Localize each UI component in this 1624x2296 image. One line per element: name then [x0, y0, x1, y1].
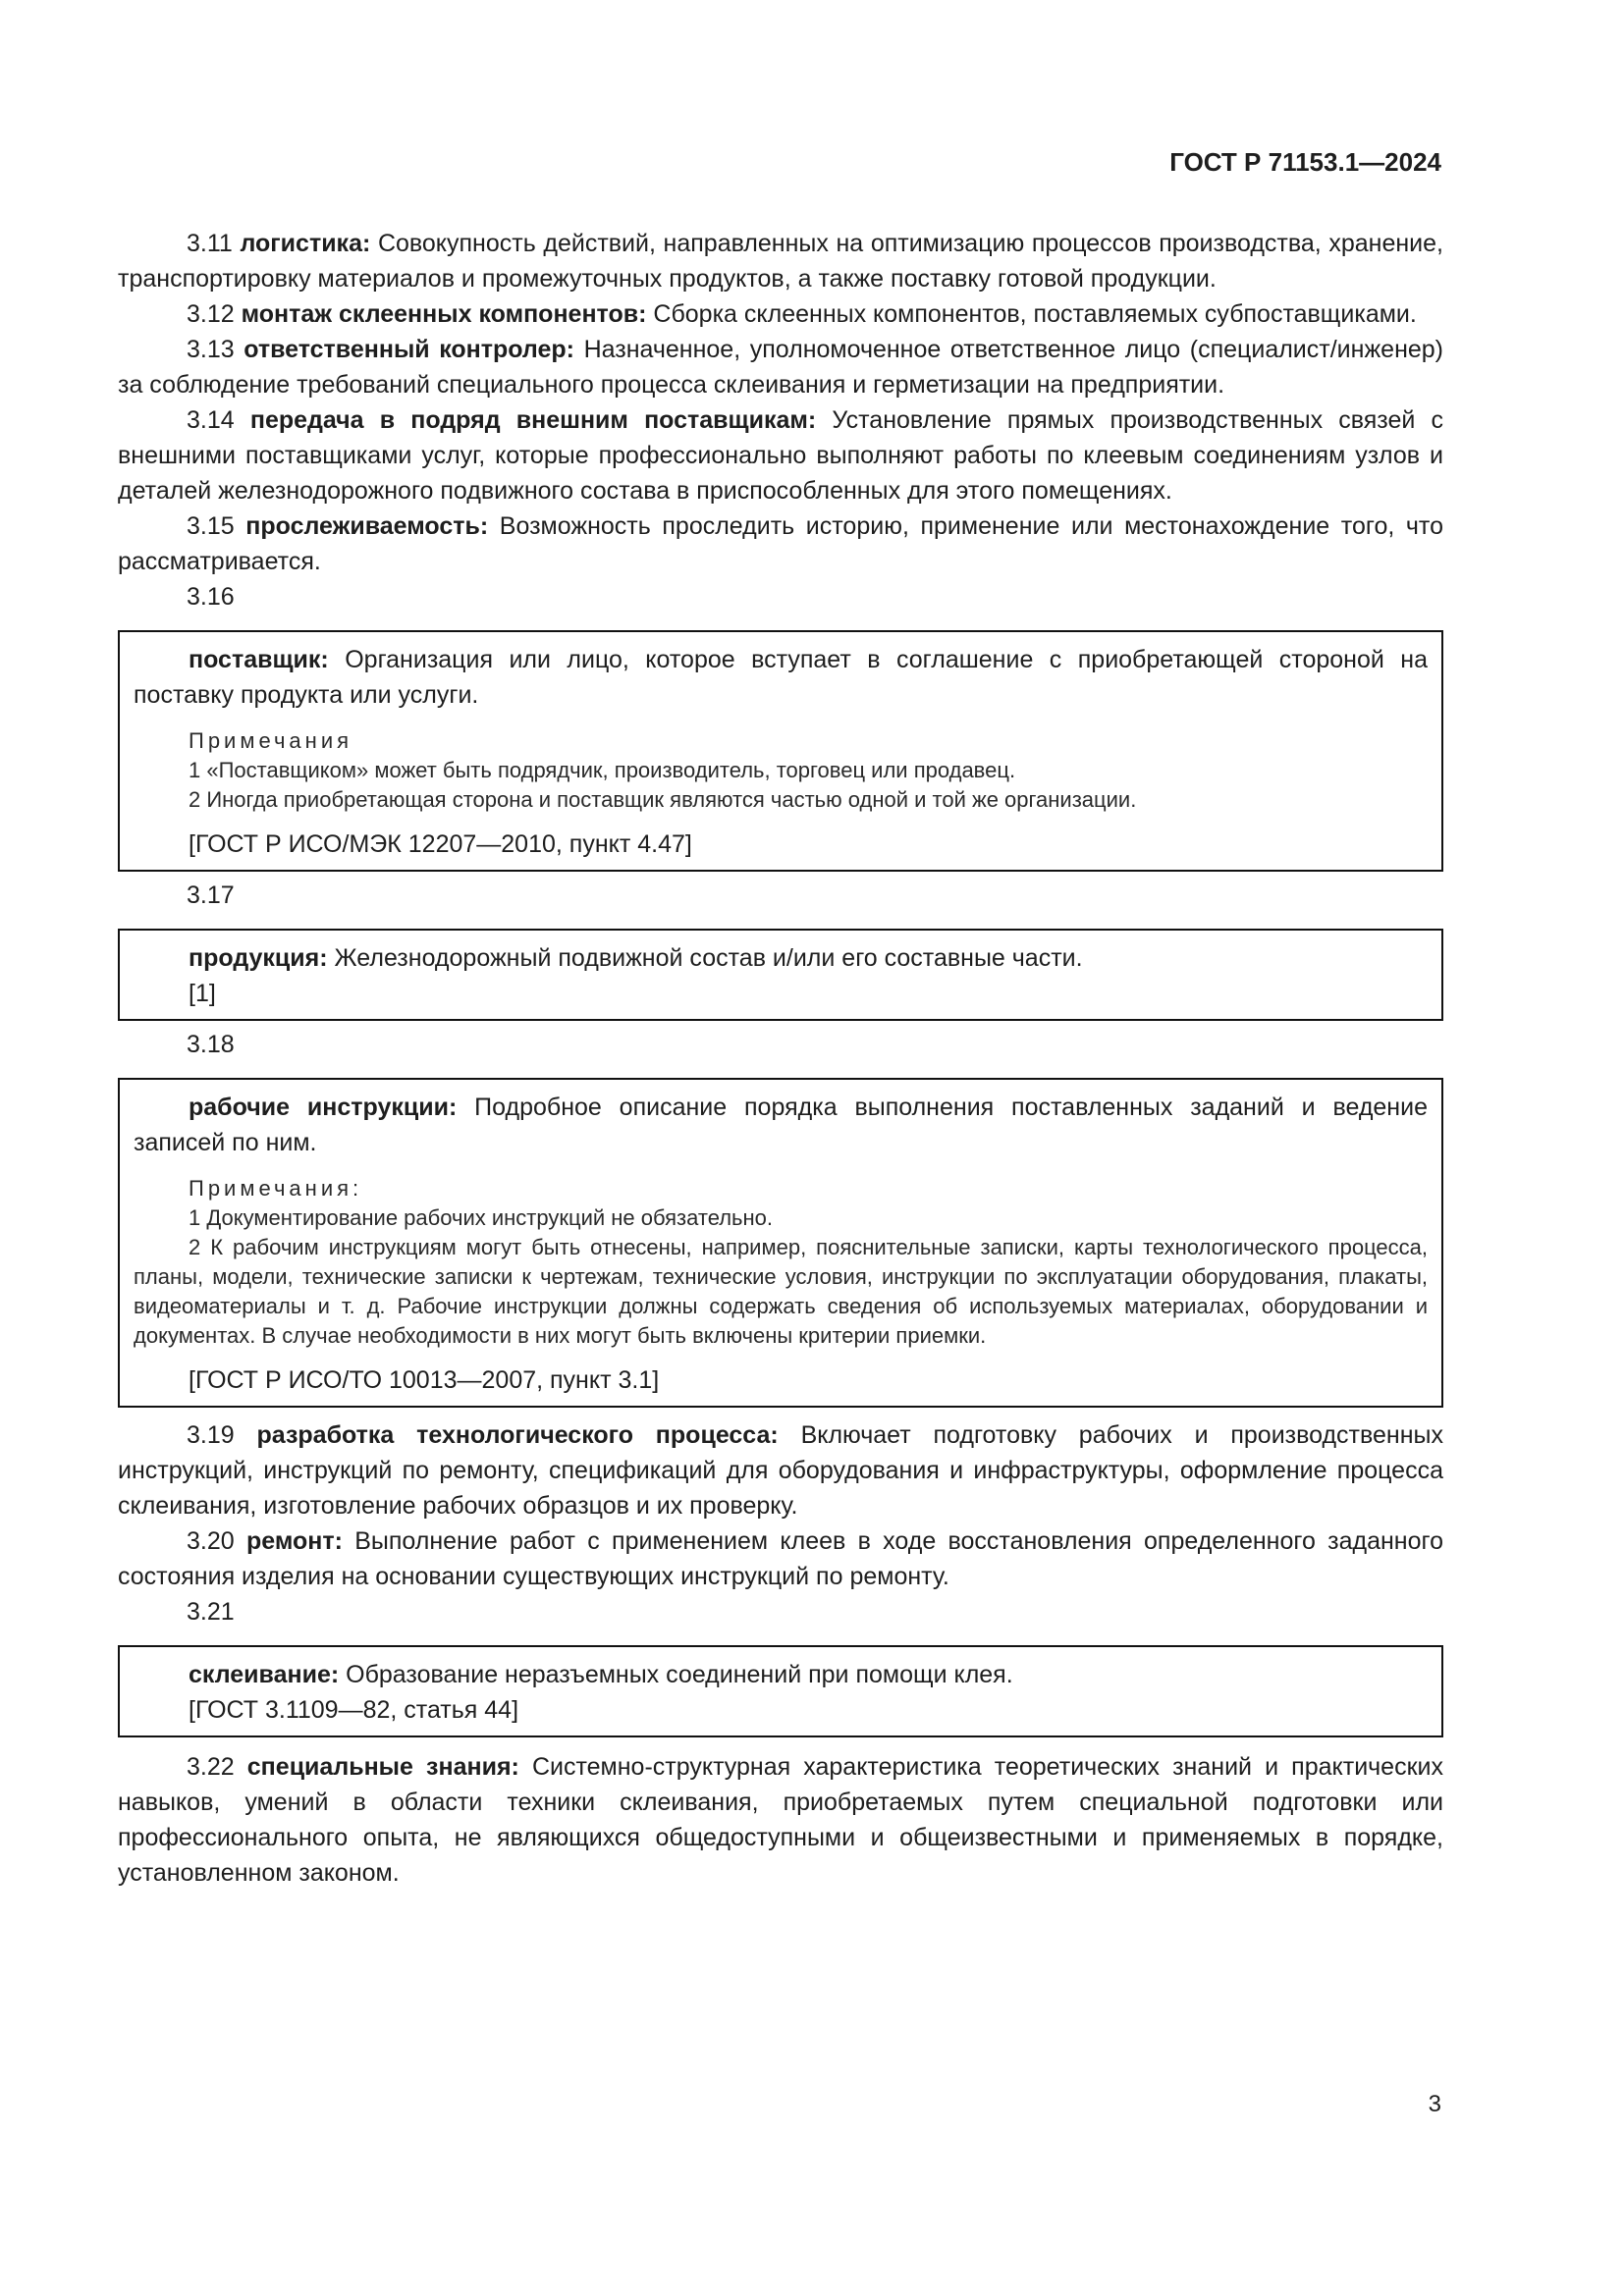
term-3-19: 3.19 разработка технологического процесса: Включает подготовку рабочих и производственных инструкций, инструкций по ремонту, спецификаций для оборудования и инфраструктуры, оформление процесса склеивания, изготовление рабочих образцов и их проверку.: [118, 1421, 1443, 1520]
term-3-18-source: [ГОСТ Р ИСО/ТО 10013—2007, пункт 3.1]: [189, 1366, 660, 1394]
term-3-16-definition: поставщик: Организация или лицо, которое вступает в соглашение с приобретающей стороной на поставку продукта или услуги.: [134, 646, 1428, 709]
term-3-21-number: 3.21: [187, 1598, 235, 1626]
term-3-20: 3.20 ремонт: Выполнение работ с применением клеев в ходе восстановления определенного заданного состояния изделия на основании существующих инструкций по ремонту.: [118, 1527, 1443, 1590]
term-3-16-notes: [134, 726, 1428, 815]
term-3-18-definition: рабочие инструкции: Подробное описание порядка выполнения поставленных заданий и ведение записей по ним.: [134, 1094, 1428, 1156]
term-3-17-definition: продукция: Железнодорожный подвижной состав и/или его составные части.: [189, 944, 1083, 972]
term-3-12: 3.12 монтаж склеенных компонентов: Сборка склеенных компонентов, поставляемых субпоставщиками.: [187, 300, 1417, 328]
term-3-17-source: [1]: [189, 980, 216, 1007]
term-3-17-number: 3.17: [187, 881, 235, 909]
terms-section: [118, 226, 1443, 1891]
term-3-21-box: [118, 1645, 1443, 1737]
term-3-17-box: [118, 929, 1443, 1021]
term-3-16-box: [118, 630, 1443, 872]
page-number: 3: [1428, 2091, 1441, 2117]
notes-heading: Примечания:: [189, 1176, 363, 1201]
term-3-13: 3.13 ответственный контролер: Назначенное, уполномоченное ответственное лицо (специалист/инженер) за соблюдение требований специального процесса склеивания и герметизации на предприятии.: [118, 336, 1444, 399]
note-1: 1 Документирование рабочих инструкций не обязательно.: [189, 1205, 773, 1230]
notes-heading: Примечания: [189, 728, 353, 753]
term-3-16-number: 3.16: [187, 583, 235, 611]
term-3-18-number: 3.18: [187, 1031, 235, 1058]
term-3-21-source: [ГОСТ 3.1109—82, статья 44]: [189, 1696, 519, 1724]
term-3-22: 3.22 специальные знания: Системно-структурная характеристика теоретических знаний и практических навыков, умений в области техники склеивания, приобретаемых путем специальной подготовки или профессионального опыта, не являющихся общедоступными и общеизвестными и применяемых в порядке, установленном законом.: [118, 1753, 1443, 1887]
term-3-11: 3.11 логистика: Совокупность действий, направленных на оптимизацию процессов производства, хранение, транспортировку материалов и промежуточных продуктов, а также поставку готовой продукции.: [118, 230, 1443, 293]
note-2: 2 К рабочим инструкциям могут быть отнесены, например, пояснительные записки, карты технологического процесса, планы, модели, технические записки к чертежам, технические условия, инструкции по эксплуатации оборудования, плакаты, видеоматериалы и т. д. Рабочие инструкции должны содержать сведения об используемых материалах, оборудовании и документах. В случае необходимости в них могут быть включены критерии приемки.: [134, 1235, 1428, 1348]
note-1: 1 «Поставщиком» может быть подрядчик, производитель, торговец или продавец.: [189, 758, 1016, 782]
term-3-21-definition: склеивание: Образование неразъемных соединений при помощи клея.: [189, 1661, 1013, 1688]
note-2: 2 Иногда приобретающая сторона и поставщик являются частью одной и той же организации.: [189, 787, 1137, 812]
term-3-16-source: [ГОСТ Р ИСО/МЭК 12207—2010, пункт 4.47]: [189, 830, 692, 858]
term-3-18-notes: [134, 1174, 1428, 1351]
term-3-14: 3.14 передача в подряд внешним поставщикам: Установление прямых производственных связей с внешними поставщиками услуг, которые профессионально выполняют работы по клеевым соединениям узлов и деталей железнодорожного подвижного состава в приспособленных для этого помещениях.: [118, 406, 1443, 505]
term-3-15: 3.15 прослеживаемость: Возможность проследить историю, применение или местонахождение того, что рассматривается.: [118, 512, 1443, 575]
document-number: ГОСТ Р 71153.1—2024: [1169, 147, 1441, 177]
term-3-18-box: [118, 1078, 1443, 1408]
